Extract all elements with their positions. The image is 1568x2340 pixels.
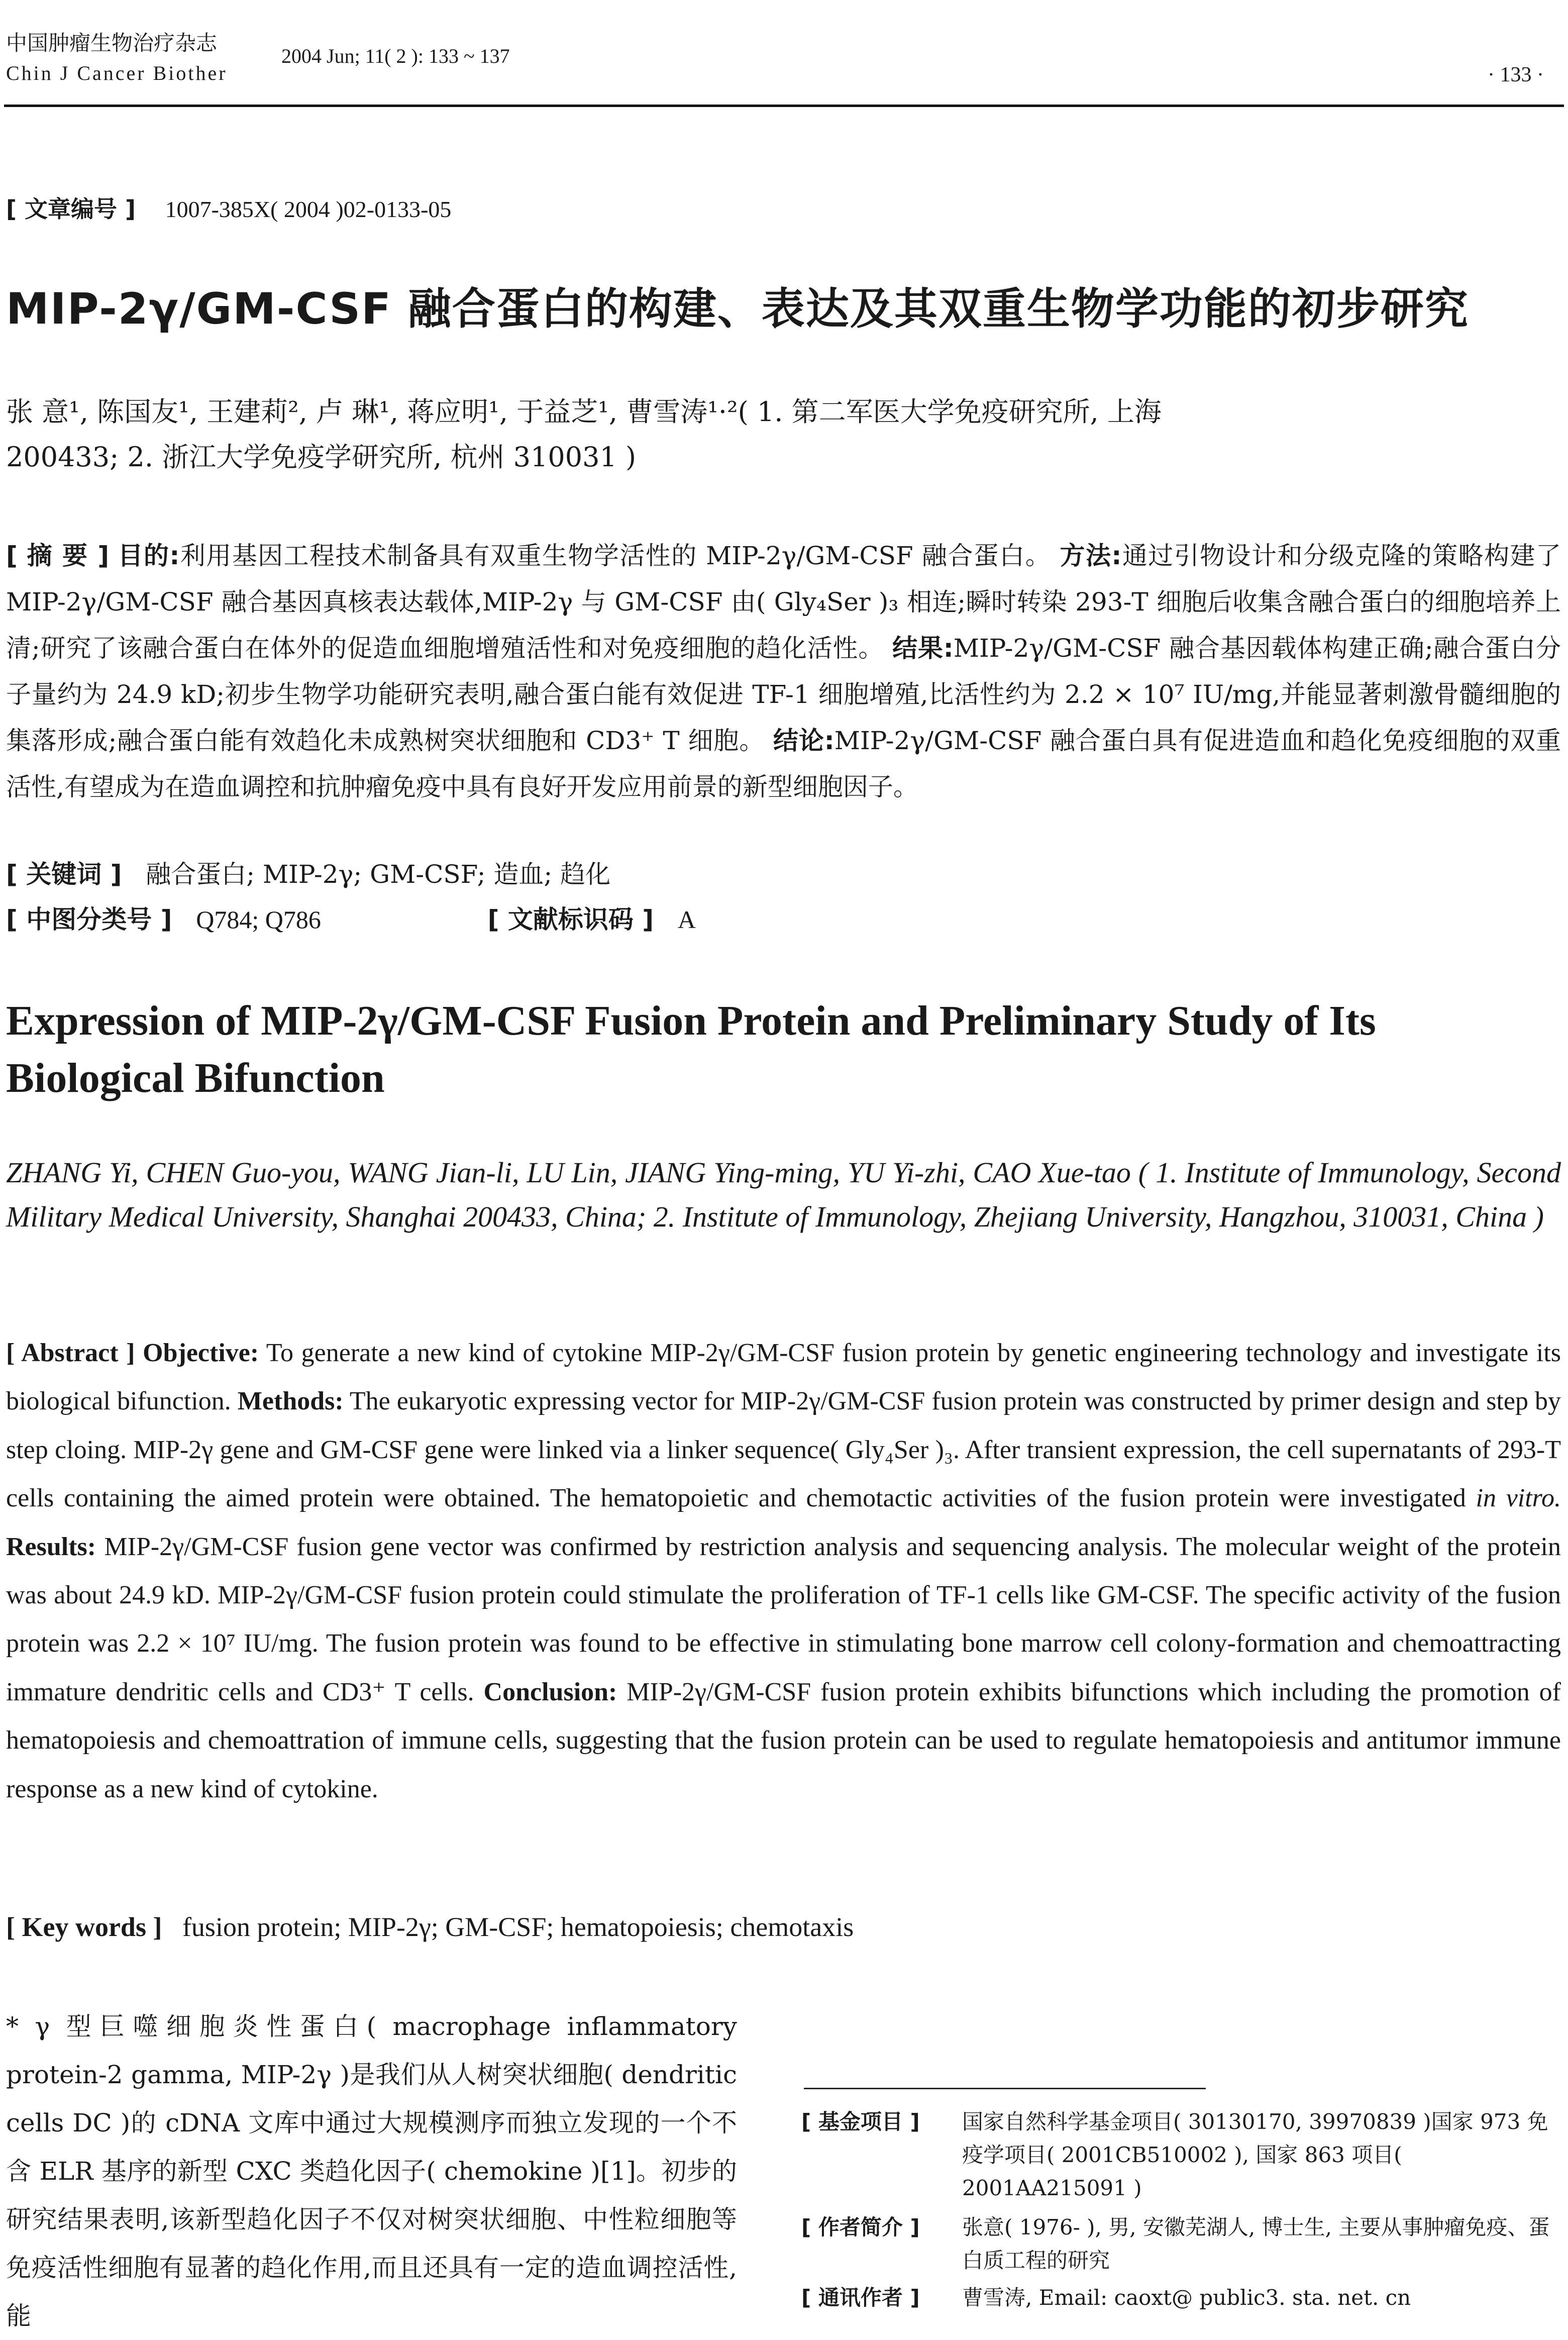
chinese-classification bbox=[6, 899, 696, 936]
en-in-vitro: in vitro. bbox=[1476, 1484, 1561, 1513]
journal-name-cn: 中国肿瘤生物治疗杂志 bbox=[6, 31, 218, 55]
english-authors: ZHANG Yi, CHEN Guo-you, WANG Jian-li, LU Lin, JIANG Ying-ming, YU Yi-zhi, CAO Xue-tao ( 1. Institute of Immunology, Second Military Medical University, Shanghai 200433, China; 2. Institute of Immunology, Zhejiang University, Hangzhou, 310031, China ) bbox=[6, 1156, 1561, 1233]
chinese-title: MIP-2γ/GM-CSF 融合蛋白的构建、表达及其双重生物学功能的初步研究 bbox=[6, 284, 1469, 334]
cn-conclusion: MIP-2γ/GM-CSF 融合蛋白具有促进造血和趋化免疫细胞的双重活性,有望成为在造血调控和抗肿瘤免疫中具有良好开发应用前景的新型细胞因子。 bbox=[6, 726, 1561, 801]
doc-id-label: [ 文献标识码 ] bbox=[487, 905, 654, 934]
footnote-correspondence-label: [ 通讯作者 ] bbox=[801, 2285, 920, 2310]
footnote-correspondence-text: 曹雪涛, Email: caoxt@ public3. sta. net. cn bbox=[962, 2285, 1411, 2310]
article-number-label: [ 文章编号 ] bbox=[6, 195, 136, 223]
cn-objective: 利用基因工程技术制备具有双重生物学活性的 MIP-2γ/GM-CSF 融合蛋白。 bbox=[179, 541, 1052, 570]
cn-results: MIP-2γ/GM-CSF 融合基因载体构建正确;融合蛋白分子量约为 24.9 kD;初步生物学功能研究表明,融合蛋白能有效促进 TF-1 细胞增殖,比活性约为 2.2 × 10⁷ IU/mg,并能显著刺激骨髓细胞的集落形成;融合蛋白能有效趋化未成熟树突状细胞和 CD3⁺ T 细胞。 bbox=[6, 634, 1561, 755]
chinese-authors-line1: 张 意¹, 陈国友¹, 王建莉², 卢 琳¹, 蒋应明¹, 于益芝¹, 曹雪涛¹·²( 1. 第二军医大学免疫研究所, 上海 bbox=[6, 396, 1162, 428]
en-objective: To generate a new kind of cytokine MIP-2γ/GM-CSF fusion protein by genetic engineering technology and investigate its biological bifunction. bbox=[6, 1339, 1561, 1416]
page-number: · 133 · bbox=[1488, 63, 1544, 86]
footnote-author-label: [ 作者简介 ] bbox=[801, 2215, 920, 2240]
journal-name-en: Chin J Cancer Biother bbox=[6, 62, 228, 84]
footnote-funding-text: 国家自然科学基金项目( 30130170, 39970839 )国家 973 免疫学项目( 2001CB510002 ), 国家 863 项目( 2001AA215091 ) bbox=[962, 2109, 1548, 2200]
en-abstract-label: [ Abstract ] bbox=[6, 1339, 135, 1367]
footnote-correspondence bbox=[801, 2281, 1555, 2314]
issue-info: 2004 Jun; 11( 2 ): 133 ~ 137 bbox=[281, 45, 510, 67]
header-rule bbox=[4, 105, 1564, 107]
cn-class-value: Q784; Q786 bbox=[196, 905, 321, 934]
chinese-authors-line2: 200433; 2. 浙江大学免疫学研究所, 杭州 310031 ) bbox=[6, 441, 637, 473]
en-keywords-label: [ Key words ] bbox=[6, 1912, 162, 1942]
english-abstract bbox=[6, 1329, 1561, 1813]
cn-keywords-value: 融合蛋白; MIP-2γ; GM-CSF; 造血; 趋化 bbox=[146, 860, 611, 889]
article-number bbox=[6, 191, 451, 224]
en-methods: The eukaryotic expressing vector for MIP-2γ/GM-CSF fusion protein was constructed by primer design and step by step cloing. MIP-2γ gene and GM-CSF gene were linked via a linker sequence( Gly₄Ser )₃. After transient expression, the cell supernatants of 293-T cells containing the aimed protein were obtained. The hematopoietic and chemotactic activities of the fusion protein were investigated bbox=[6, 1387, 1561, 1513]
cn-keywords-label: [ 关键词 ] bbox=[6, 860, 122, 889]
cn-class-label: [ 中图分类号 ] bbox=[6, 905, 172, 934]
footnote-funding bbox=[801, 2105, 1555, 2205]
cn-methods: 通过引物设计和分级克隆的策略构建了 MIP-2γ/GM-CSF 融合基因真核表达载体,MIP-2γ 与 GM-CSF 由( Gly₄Ser )₃ 相连;瞬时转染 293-T 细胞后收集含融合蛋白的细胞培养上清;研究了该融合蛋白在体外的促造血细胞增殖活性和对免疫细胞的趋化活性。 bbox=[6, 541, 1561, 663]
journal-name bbox=[6, 28, 228, 88]
en-conclusion-label: Conclusion: bbox=[483, 1677, 617, 1706]
en-keywords-value: fusion protein; MIP-2γ; GM-CSF; hematopoiesis; chemotaxis bbox=[182, 1912, 854, 1942]
en-results: MIP-2γ/GM-CSF fusion gene vector was confirmed by restriction analysis and sequencing analysis. The molecular weight of the protein was about 24.9 kD. MIP-2γ/GM-CSF fusion protein could stimulate the proliferation of TF-1 cells like GM-CSF. The specific activity of the fusion protein was 2.2 × 10⁷ IU/mg. The fusion protein was found to be effective in stimulating bone marrow cell colony-formation and chemoattracting immature dendritic cells and CD3⁺ T cells. bbox=[6, 1532, 1561, 1706]
cn-abstract-label: [ 摘 要 ] bbox=[6, 541, 110, 570]
english-keywords bbox=[6, 1911, 854, 1943]
intro-paragraph: * γ 型巨噬细胞炎性蛋白( macrophage inflammatory protein-2 gamma, MIP-2γ )是我们从人树突状细胞( dendritic cells DC )的 cDNA 文库中通过大规模测序而独立发现的一个不含 ELR 基序的新型 CXC 类趋化因子( chemokine )[1]。初步的研究结果表明,该新型趋化因子不仅对树突状细胞、中性粒细胞等免疫活性细胞有显著的趋化作用,而且还具有一定的造血调控活性,能 bbox=[6, 2012, 737, 2330]
en-conclusion: MIP-2γ/GM-CSF fusion protein exhibits bifunctions which including the promotion of hematopoiesis and chemoattration of immune cells, suggesting that the fusion protein can be used to regulate hematopoiesis and antitumor immune response as a new kind of cytokine. bbox=[6, 1677, 1561, 1803]
cn-results-label: 结果: bbox=[892, 634, 954, 663]
article-number-value: 1007-385X( 2004 )02-0133-05 bbox=[165, 196, 452, 222]
footnote-author-text: 张意( 1976- ), 男, 安徽芜湖人, 博士生, 主要从事肿瘤免疫、蛋白质工程的研究 bbox=[962, 2215, 1550, 2273]
cn-methods-label: 方法: bbox=[1060, 541, 1122, 570]
cn-objective-label: 目的: bbox=[118, 541, 180, 570]
en-objective-label: Objective: bbox=[143, 1339, 259, 1367]
footnote-funding-label: [ 基金项目 ] bbox=[801, 2109, 920, 2134]
en-methods-label: Methods: bbox=[237, 1387, 344, 1416]
doc-id-value: A bbox=[677, 905, 696, 934]
footnote-author bbox=[801, 2211, 1555, 2277]
en-results-label: Results: bbox=[6, 1532, 96, 1561]
english-title: Expression of MIP-2γ/GM-CSF Fusion Protein and Preliminary Study of Its Biological Bifunction bbox=[6, 997, 1376, 1101]
chinese-abstract bbox=[6, 533, 1561, 810]
chinese-authors bbox=[6, 389, 1513, 480]
chinese-keywords bbox=[6, 854, 610, 890]
cn-conclusion-label: 结论: bbox=[773, 726, 834, 755]
footnote-rule bbox=[804, 2088, 1206, 2089]
